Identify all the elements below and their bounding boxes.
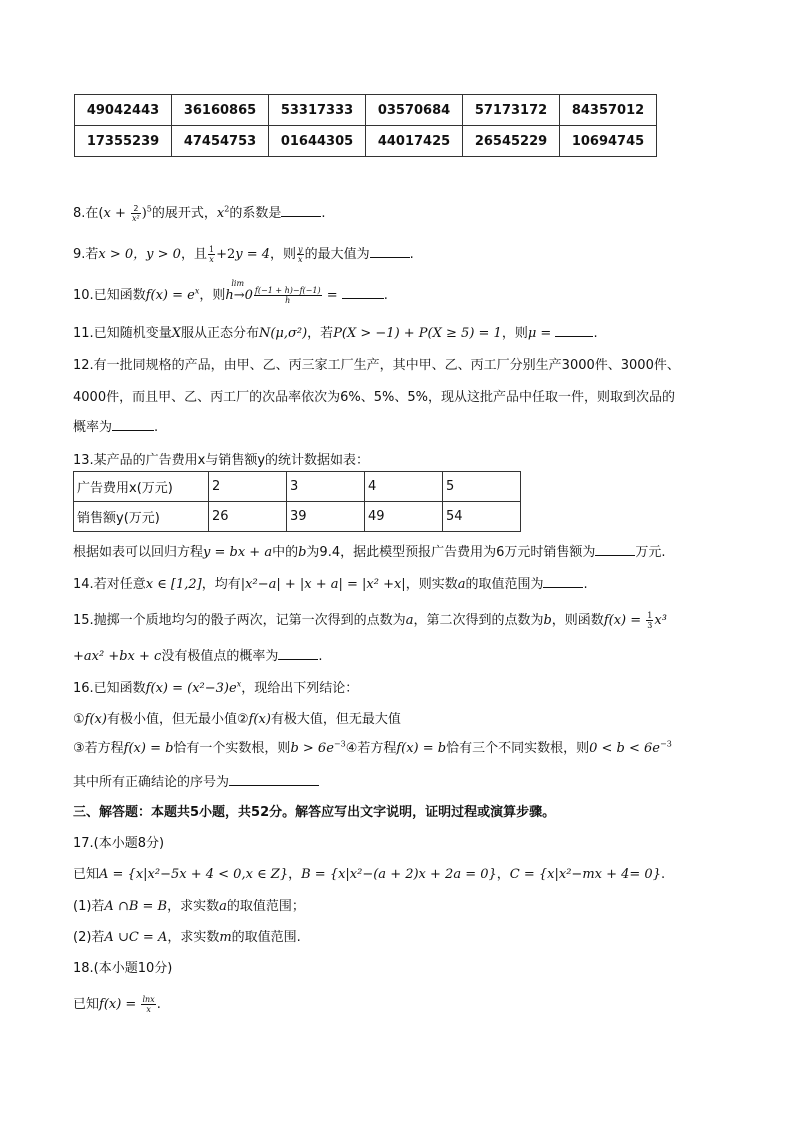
- math: X: [171, 326, 181, 341]
- text: ，则函数: [551, 613, 604, 628]
- answer-blank[interactable]: [595, 543, 635, 556]
- question-17-part-2: [73, 926, 301, 945]
- text: 若对任意: [93, 577, 146, 592]
- math: b: [298, 545, 307, 560]
- question-12-line-2: 4000件，而且甲、乙、丙工厂的次品率依次为6%、5%、5%，现从这批产品中任取一件，则取到次品的: [73, 390, 675, 405]
- text: (2)若: [73, 930, 105, 945]
- question-number: 10.: [73, 288, 94, 303]
- answer-blank[interactable]: [281, 204, 321, 217]
- exponent: 2: [224, 204, 230, 214]
- question-number: 8.: [73, 206, 86, 221]
- math: x: [103, 206, 111, 221]
- question-16-conclusions-1-2: [73, 708, 401, 727]
- numerator: 1: [647, 611, 653, 620]
- limit-label: lim: [231, 279, 245, 288]
- table-cell: 49042443: [75, 95, 172, 126]
- math: f(x) = b: [396, 741, 447, 756]
- text: 已知: [73, 867, 100, 882]
- table-cell: 54: [443, 502, 521, 532]
- text: .: [593, 326, 598, 341]
- text: 其中所有正确结论的序号为: [73, 775, 230, 790]
- question-18-title: 18.(本小题10分): [73, 961, 173, 976]
- text: ，则: [501, 326, 528, 341]
- fraction: [254, 286, 322, 305]
- denominator: x: [298, 255, 303, 264]
- numerator: 1: [208, 245, 215, 254]
- text: 的展开式，: [151, 206, 217, 221]
- text: 15.抛掷一个质地均匀的骰子两次，记第一次得到的点数为: [73, 613, 406, 628]
- table-row: [74, 502, 521, 532]
- question-17-part-1: [73, 895, 305, 914]
- exponent: x: [194, 286, 200, 296]
- math: =: [322, 288, 342, 303]
- question-18-given: [73, 993, 161, 1014]
- text: 服从正态分布: [180, 326, 259, 341]
- text: 恰有三个不同实数根，则: [446, 741, 590, 756]
- exponent: −3: [333, 739, 346, 749]
- text: 的系数是: [229, 206, 282, 221]
- question-10: [73, 279, 388, 305]
- fraction: [646, 611, 653, 630]
- text: ①: [73, 712, 85, 727]
- math: b: [543, 613, 552, 628]
- text: .: [156, 997, 161, 1012]
- math: μ =: [527, 326, 556, 341]
- text: .: [318, 649, 323, 664]
- math: ): [141, 206, 147, 221]
- math: a: [405, 613, 414, 628]
- text: .: [409, 247, 414, 262]
- text: ，则实数: [405, 577, 458, 592]
- question-16-line-1: [73, 677, 358, 696]
- math: C = {x|x²−mx + 4= 0}: [509, 867, 661, 882]
- text: ，第二次得到的点数为: [413, 613, 544, 628]
- question-number: 11.: [73, 326, 94, 341]
- question-12-line-3: [73, 416, 158, 435]
- question-17-title: 17.(本小题8分): [73, 836, 165, 851]
- question-13-after: [73, 541, 666, 560]
- answer-blank[interactable]: [112, 418, 154, 431]
- table-cell: 39: [287, 502, 365, 532]
- text: ，则: [199, 288, 226, 303]
- table-cell: 57173172: [463, 95, 560, 126]
- fraction: [208, 245, 215, 264]
- limit: [225, 279, 253, 303]
- text: 概率为: [73, 420, 113, 435]
- math: x: [216, 206, 225, 221]
- math: x³: [654, 613, 667, 628]
- text: .: [660, 867, 666, 882]
- text: ，: [288, 867, 302, 882]
- text: ，则: [270, 247, 297, 262]
- text: .: [321, 206, 326, 221]
- random-number-table: [74, 94, 657, 157]
- table-cell: 5: [443, 472, 521, 502]
- question-8: [73, 202, 326, 223]
- question-11: [73, 322, 598, 341]
- table-header-cell: 广告费用x(万元): [74, 472, 209, 502]
- text: 为9.4，据此模型预报广告费用为6万元时销售额为: [306, 545, 596, 560]
- exponent: x: [236, 679, 242, 689]
- answer-blank[interactable]: [278, 647, 318, 660]
- math: f(x): [248, 712, 271, 727]
- math: a: [219, 899, 227, 914]
- math: A ∩B = B: [104, 899, 168, 914]
- table-cell: 49: [365, 502, 443, 532]
- text: 根据如表可以回归方程: [73, 545, 204, 560]
- table-row: [74, 472, 521, 502]
- math: f(x) =: [99, 997, 141, 1012]
- math: A = {x|x²−5x + 4 < 0,x ∈ Z}: [99, 867, 289, 882]
- fraction: [297, 245, 304, 264]
- ad-sales-table: [73, 471, 521, 532]
- math: x ∈ [1,2]: [145, 577, 202, 592]
- question-13-intro: 13.某产品的广告费用x与销售额y的统计数据如表：: [73, 453, 370, 468]
- table-cell: 26545229: [463, 126, 560, 157]
- text: 恰有一个实数根，则: [173, 741, 291, 756]
- math: +: [110, 206, 130, 221]
- answer-blank[interactable]: [370, 245, 410, 258]
- table-cell: 3: [287, 472, 365, 502]
- denominator: h: [285, 296, 291, 305]
- table-cell: 2: [209, 472, 287, 502]
- math: x > 0，y > 0: [98, 247, 181, 262]
- math: f(x) = (x²−3)e: [145, 681, 237, 696]
- math: A ∪C = A: [104, 930, 168, 945]
- text: 的取值范围.: [231, 930, 301, 945]
- text: ，现给出下列结论：: [241, 681, 359, 696]
- question-16-answer-line: [73, 771, 319, 790]
- table-cell: 36160865: [172, 95, 269, 126]
- table-cell: 44017425: [366, 126, 463, 157]
- math: a: [457, 577, 466, 592]
- section-heading: 三、解答题：本题共5小题，共52分。解答应写出文字说明，证明过程或演算步骤。: [73, 805, 556, 820]
- text: 的取值范围；: [226, 899, 305, 914]
- table-cell: 4: [365, 472, 443, 502]
- answer-blank[interactable]: [543, 575, 583, 588]
- denominator: x: [146, 1005, 151, 1014]
- math: +ax² +bx + c: [73, 649, 162, 664]
- table-cell: 26: [209, 502, 287, 532]
- fraction: [131, 204, 141, 223]
- question-9: [73, 243, 414, 264]
- text: ，若: [307, 326, 334, 341]
- text: .: [154, 420, 159, 435]
- math: P(X > −1) + P(X ≥ 5) = 1: [333, 326, 502, 341]
- math: m: [219, 930, 232, 945]
- text: 的最大值为: [304, 247, 370, 262]
- denominator: x: [209, 255, 214, 264]
- fraction: [141, 995, 155, 1014]
- text: (1)若: [73, 899, 105, 914]
- answer-blank[interactable]: [342, 286, 384, 299]
- text: 有极大值，但无最大值: [270, 712, 401, 727]
- table-cell: 01644305: [269, 126, 366, 157]
- exponent: −3: [660, 739, 672, 749]
- question-16-conclusions-3-4: [73, 737, 672, 756]
- math: y = bx + a: [203, 545, 273, 560]
- question-number: 14.: [73, 577, 94, 592]
- numerator: lnx: [142, 995, 155, 1004]
- answer-blank[interactable]: [555, 324, 593, 337]
- table-row: [75, 126, 657, 157]
- text: 在(: [85, 206, 104, 221]
- text: 的取值范围为: [465, 577, 544, 592]
- text: .: [383, 288, 388, 303]
- numerator: f(−1 + h)−f(−1): [254, 286, 321, 295]
- text: ，: [496, 867, 510, 882]
- text: ，求实数: [167, 899, 220, 914]
- math: f(x) = b: [123, 741, 174, 756]
- math: h→0: [225, 288, 253, 303]
- text: 没有极值点的概率为: [161, 649, 279, 664]
- text: ③若方程: [73, 741, 124, 756]
- text: 万元.: [635, 545, 666, 560]
- table-cell: 10694745: [560, 126, 657, 157]
- question-14: [73, 573, 588, 592]
- table-cell: 84357012: [560, 95, 657, 126]
- answer-blank[interactable]: [229, 773, 319, 786]
- math: f(x) =: [603, 613, 646, 628]
- math: b > 6e: [290, 741, 334, 756]
- math: y = 4: [235, 247, 271, 262]
- text: ，求实数: [167, 930, 220, 945]
- question-15-line-2: [73, 645, 322, 664]
- text: 16.已知函数: [73, 681, 146, 696]
- table-row: [75, 95, 657, 126]
- math: 0 < b < 6e: [589, 741, 660, 756]
- denominator: 3: [647, 621, 653, 630]
- text: ④若方程: [345, 741, 397, 756]
- table-cell: 53317333: [269, 95, 366, 126]
- math: f(x) = e: [145, 288, 195, 303]
- table-cell: 47454753: [172, 126, 269, 157]
- text: .: [583, 577, 588, 592]
- numerator: y: [298, 245, 303, 254]
- question-17-given: [73, 863, 665, 882]
- question-12-line-1: 12.有一批同规格的产品，由甲、乙、丙三家工厂生产，其中甲、乙、丙工厂分别生产3000件、3000件、: [73, 358, 680, 373]
- text: 已知随机变量: [93, 326, 172, 341]
- question-number: 9.: [73, 247, 86, 262]
- text: 若: [85, 247, 99, 262]
- text: 已知: [73, 997, 100, 1012]
- exponent: 5: [146, 204, 152, 214]
- text: 已知函数: [93, 288, 146, 303]
- table-header-cell: 销售额y(万元): [74, 502, 209, 532]
- text: 有极小值，但无最小值②: [106, 712, 249, 727]
- text: ，且: [180, 247, 207, 262]
- math: f(x): [84, 712, 107, 727]
- text: ，均有: [201, 577, 241, 592]
- math: N(μ,σ²): [258, 326, 308, 341]
- text: 中的: [272, 545, 299, 560]
- table-cell: 03570684: [366, 95, 463, 126]
- denominator: x²: [132, 214, 140, 223]
- math: |x²−a| + |x + a| = |x² +x|: [240, 577, 406, 592]
- numerator: 2: [131, 204, 141, 214]
- question-15-line-1: [73, 609, 667, 630]
- math: +2: [216, 247, 236, 262]
- math: B = {x|x²−(a + 2)x + 2a = 0}: [301, 867, 497, 882]
- table-cell: 17355239: [75, 126, 172, 157]
